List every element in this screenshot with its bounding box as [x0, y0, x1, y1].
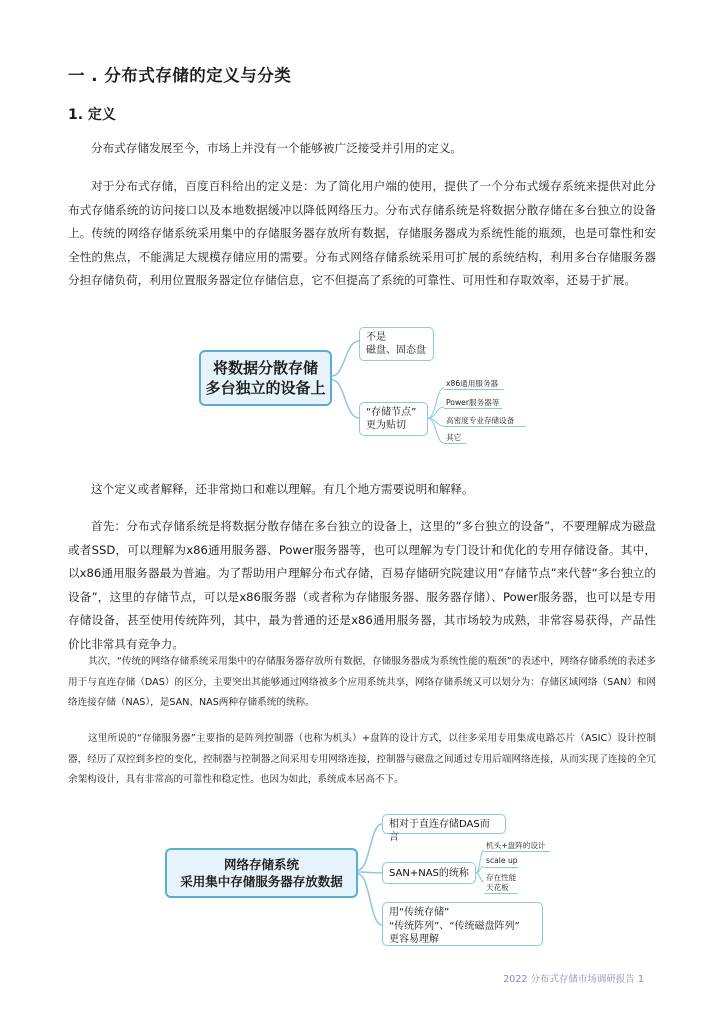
mindmap1-leaf: x86通用服务器	[446, 379, 499, 388]
mindmap1-leaf: 其它	[446, 433, 462, 442]
mindmap2-center-line1: 网络存储系统	[223, 857, 299, 872]
mindmap2-center-line2: 采用集中存储服务器存放数据	[180, 874, 343, 889]
branch-node-line2: 更为贴切	[366, 420, 406, 431]
mindmap2-leaf: scale up	[486, 856, 518, 865]
mindmap2-branch-traditional	[382, 902, 543, 946]
mindmap1-center-line1: 将数据分散存储	[212, 359, 318, 377]
branch-node-line1: “存储节点”	[366, 407, 417, 418]
branch-trad-line1: 用“传统存储”	[389, 907, 450, 918]
branch-not-line1: 不是	[366, 332, 386, 343]
mindmap1-leaf: 高密度专业存储设备	[446, 416, 515, 425]
mindmap2-leaf: 存在性能	[486, 873, 517, 882]
mindmap1-center-line2: 多台独立的设备上	[205, 379, 326, 397]
leaf-underline	[484, 851, 550, 852]
paragraph-first-point: 首先：分布式存储系统是将数据分散存储在多台独立的设备上，这里的“多台独立的设备”，不要理解成为磁盘或者SSD，可以理解为x86通用服务器、Power服务器等，也可以理解为专门设计和优化的专用存储设备。其中，以x86通用服务器最为普遍。为了帮助用户理解分布式存储，百易存储研究院建议用“存储节点”来代替“多台独立的设备”，这里的存储节点，可以是x86服务器（或者称为存储服务器、服务器存储）、Power服务器，也可以是专用存储设备，甚至使用传统阵列，其中，最为普通的还是x86通用服务器，其市场较为成熟，非常容易获得，产品性价比非常具有竞争力。	[68, 519, 656, 651]
branch-not-line2: 磁盘、固态盘	[366, 345, 426, 356]
branch-trad-line3: 更容易理解	[389, 934, 439, 945]
mindmap1-leaf: Power服务器等	[446, 398, 500, 407]
leaf-underline	[484, 867, 518, 868]
mindmap2-leaf: 天花板	[486, 883, 509, 892]
mindmap2-branch-das: 相对于直连存储DAS而言	[382, 814, 506, 834]
mindmap2-branch-san-nas: SAN+NAS的统称	[382, 862, 476, 884]
paragraph-intro: 分布式存储发展至今，市场上并没有一个能够被广泛接受并引用的定义。	[91, 141, 463, 155]
paragraph-explanation: 这个定义或者解释，还非常拗口和难以理解。有几个地方需要说明和解释。	[91, 482, 474, 496]
page-footer: 2022 分布式存储市场调研报告 1	[503, 974, 644, 985]
section-heading: 一 . 分布式存储的定义与分类	[68, 66, 292, 85]
paragraph-storage-server: 这里所说的“存储服务器”主要指的是阵列控制器（也称为机头）+盘阵的设计方式，以往多采用专用集成电路芯片（ASIC）设计控制器，经历了双控到多控的变化，控制器与控制器之间采用专用网络连接，控制器与磁盘之间通过专用后端网络连接，从而实现了连接的全冗余架构设计，具有非常高的可靠性和稳定性。也因为如此，系统成本居高不下。	[68, 733, 656, 785]
paragraph-baidu-definition: 对于分布式存储，百度百科给出的定义是：为了简化用户端的使用，提供了一个分布式缓存系统来提供对此分布式存储系统的访问接口以及本地数据缓冲以降低网络压力。分布式存储系统是将数据分散存储在多台独立的设备上。传统的网络存储系统采用集中的存储服务器存放所有数据，存储服务器成为系统性能的瓶颈，也是可靠性和安全性的焦点，不能满足大规模存储应用的需要。分布式网络存储系统采用可扩展的系统结构，利用多台存储服务器分担存储负荷，利用位置服务器定位存储信息，它不但提高了系统的可靠性、可用性和存取效率，还易于扩展。	[68, 179, 656, 287]
mindmap2-leaf: 机头+盘阵的设计	[486, 841, 546, 850]
paragraph-second-point: 其次，“传统的网络存储系统采用集中的存储服务器存放所有数据，存储服务器成为系统性能的瓶颈”的表述中，网络存储系统的表述多用于与直连存储（DAS）的区分，主要突出其能够通过网络被多个应用系统共享，网络存储系统又可以划分为：存储区域网络（SAN）和网络连接存储（NAS），是SAN、NAS两种存储系统的统称。	[68, 656, 656, 708]
mindmap2-center-node	[165, 848, 358, 898]
leaf-underline	[484, 893, 518, 894]
branch-trad-line2: “传统阵列”、“传统磁盘阵列”	[389, 920, 520, 932]
subsection-heading: 1. 定义	[68, 107, 116, 123]
